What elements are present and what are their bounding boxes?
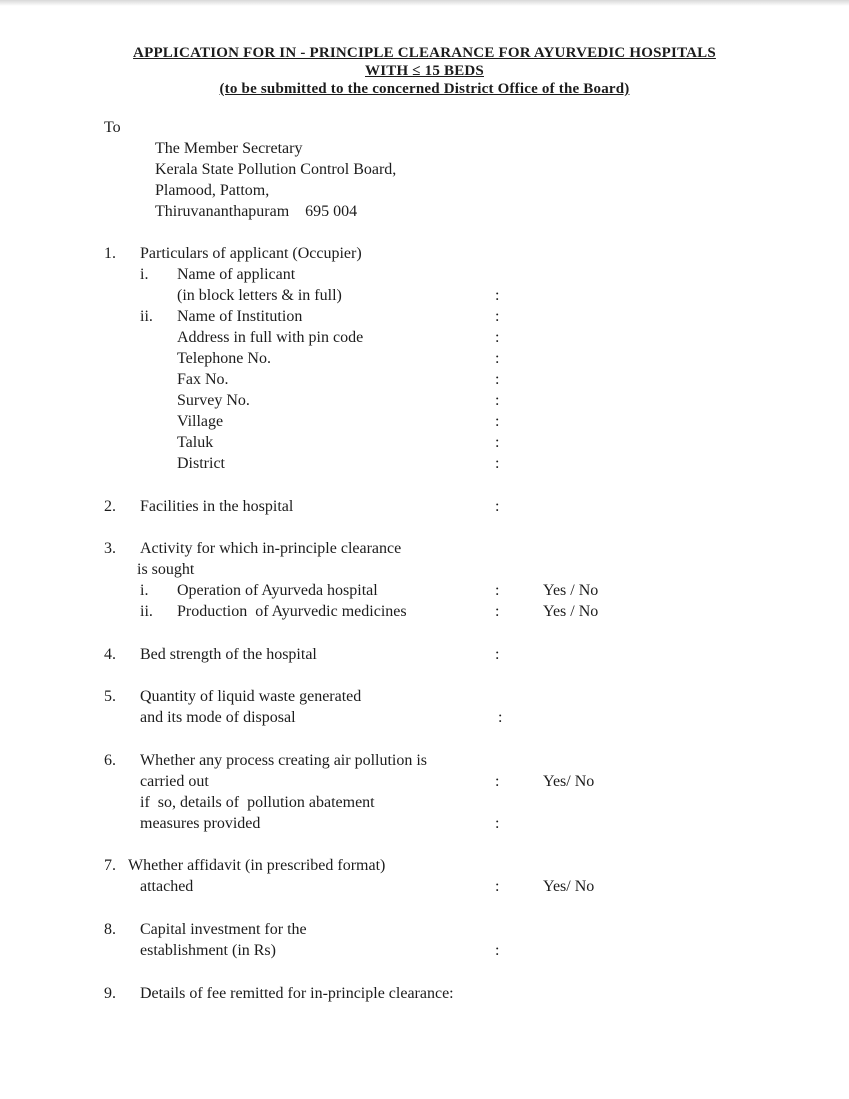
item7-number: 7. — [104, 857, 116, 874]
village-label: Village — [177, 413, 224, 430]
affidavit-yes-no: Yes/ No — [543, 878, 595, 895]
item4-number: 4. — [104, 646, 116, 663]
ayurvedic-medicines-label: Production of Ayurvedic medicines — [177, 603, 407, 620]
item3-number: 3. — [104, 540, 116, 557]
item8-label-line1: Capital investment for the — [140, 921, 307, 938]
taluk-label: Taluk — [177, 434, 214, 451]
colon: : — [495, 646, 500, 663]
colon: : — [495, 815, 500, 832]
item6-label-line2: carried out — [140, 773, 209, 790]
applicant-name-label: Name of applicant — [177, 266, 296, 283]
item8-label-line2: establishment (in Rs) — [140, 942, 276, 959]
ayurvedic-medicines-yes-no: Yes / No — [543, 603, 599, 620]
item1-label: Particulars of applicant (Occupier) — [140, 245, 362, 262]
item1-number: 1. — [104, 245, 116, 262]
colon: : — [495, 942, 500, 959]
item5-number: 5. — [104, 688, 116, 705]
item6-label-line4: measures provided — [140, 815, 261, 832]
colon: : — [498, 709, 503, 726]
item2-number: 2. — [104, 498, 116, 515]
colon: : — [495, 413, 500, 430]
colon: : — [495, 878, 500, 895]
ayurveda-hospital-label: Operation of Ayurveda hospital — [177, 582, 378, 599]
address-line3: Plamood, Pattom, — [155, 182, 270, 199]
item7-label-line1: Whether affidavit (in prescribed format) — [128, 857, 386, 874]
form-subtitle: (to be submitted to the concerned District Office of the Board) — [219, 81, 630, 97]
scan-top-edge — [0, 0, 849, 6]
item4-label: Bed strength of the hospital — [140, 646, 317, 663]
telephone-label: Telephone No. — [177, 350, 271, 367]
item3-label-line2: is sought — [137, 561, 195, 578]
to-label: To — [104, 119, 121, 136]
item9-number: 9. — [104, 985, 116, 1002]
colon: : — [495, 603, 500, 620]
colon: : — [495, 392, 500, 409]
colon: : — [495, 308, 500, 325]
item7-label-line2: attached — [140, 878, 194, 895]
item3-label-line1: Activity for which in-principle clearance — [140, 540, 402, 557]
address-line1: The Member Secretary — [155, 140, 303, 157]
colon: : — [495, 434, 500, 451]
item6-label-line3: if so, details of pollution abatement — [140, 794, 375, 811]
item9-label: Details of fee remitted for in-principle clearance: — [140, 985, 454, 1002]
item1-sub-ii-number: ii. — [140, 308, 153, 325]
applicant-name-note: (in block letters & in full) — [177, 287, 342, 304]
institution-name-label: Name of Institution — [177, 308, 303, 325]
colon: : — [495, 773, 500, 790]
colon: : — [495, 582, 500, 599]
item8-number: 8. — [104, 921, 116, 938]
address-field-label: Address in full with pin code — [177, 329, 364, 346]
ayurveda-hospital-yes-no: Yes / No — [543, 582, 599, 599]
item1-sub-i-number: i. — [140, 266, 149, 283]
item2-label: Facilities in the hospital — [140, 498, 294, 515]
form-title-line1: APPLICATION FOR IN - PRINCIPLE CLEARANCE FOR AYURVEDIC HOSPITALS — [133, 45, 716, 61]
colon: : — [495, 371, 500, 388]
address-line2: Kerala State Pollution Control Board, — [155, 161, 397, 178]
item3-sub-i-number: i. — [140, 582, 149, 599]
address-line4: Thiruvananthapuram 695 004 — [155, 203, 358, 220]
item5-label-line1: Quantity of liquid waste generated — [140, 688, 362, 705]
colon: : — [495, 329, 500, 346]
district-label: District — [177, 455, 225, 472]
item5-label-line2: and its mode of disposal — [140, 709, 296, 726]
colon: : — [495, 455, 500, 472]
air-pollution-yes-no: Yes/ No — [543, 773, 595, 790]
item3-sub-ii-number: ii. — [140, 603, 153, 620]
colon: : — [495, 287, 500, 304]
colon: : — [495, 498, 500, 515]
item6-label-line1: Whether any process creating air pollution is — [140, 752, 428, 769]
fax-label: Fax No. — [177, 371, 229, 388]
colon: : — [495, 350, 500, 367]
item6-number: 6. — [104, 752, 116, 769]
survey-label: Survey No. — [177, 392, 250, 409]
form-title-line2: WITH ≤ 15 BEDS — [365, 63, 484, 79]
